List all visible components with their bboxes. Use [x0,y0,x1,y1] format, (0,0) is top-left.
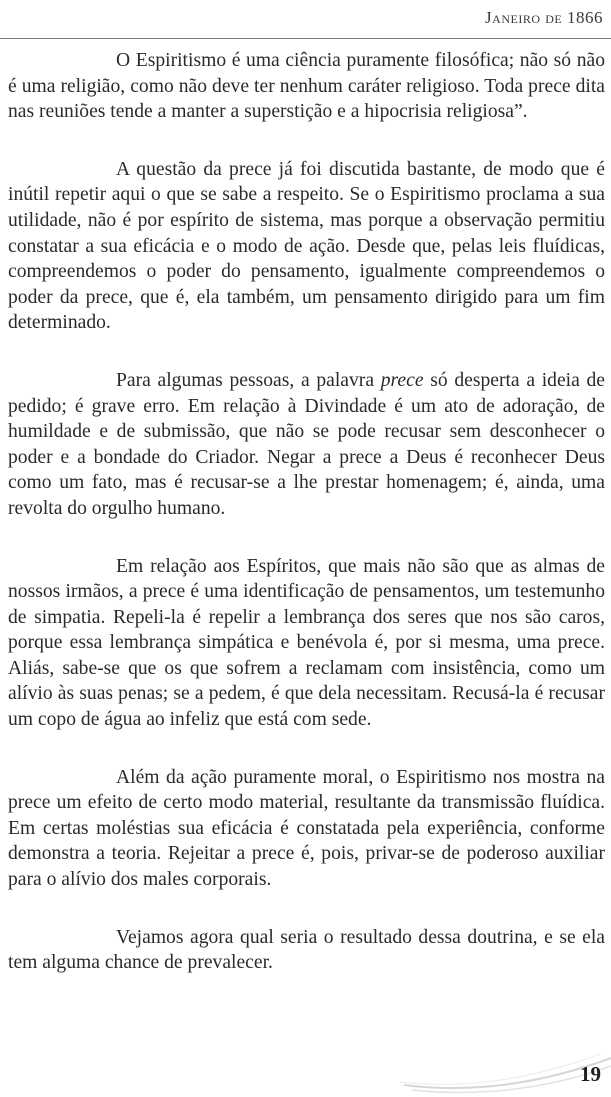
paragraph-text: só desperta a ideia de pedido; é grave erro. Em relação à Divindade é um ato de adoração, de humildade e de submissão, que não se pode recusar sem desconhecer o poder e a bondade do Criador. Negar a prece a Deus é reconhecer Deus como um fato, mas é recusar-se a lhe prestar homenagem; é, ainda, uma revolta do orgulho humano. [8,369,605,519]
emphasized-word: prece [380,369,424,391]
paragraph: Vejamos agora qual seria o resultado dessa doutrina, e se ela tem alguma chance de prevalecer. [8,926,605,974]
paragraph: O Espiritismo é uma ciência puramente filosófica; não só não é uma religião, como não deve ter nenhum caráter religioso. Toda prece dita nas reuniões tende a manter a superstição e a hipocrisia religiosa”. [8,50,605,123]
paragraph: A questão da prece já foi discutida bastante, de modo que é inútil repetir aqui o que se sabe a respeito. Se o Espiritismo proclama a sua utilidade, não é por espírito de sistema, mas porque a observação permitiu constatar a sua eficácia e o modo de ação. Desde que, pelas leis fluídicas, compreendemos o poder do pensamento, igualmente compreendemos o poder da prece, que é, ela também, um pensamento dirigido para um fim determinado. [8,158,605,334]
body-text [8,48,605,1008]
paragraph [8,368,605,522]
running-header: Janeiro de 1866 [485,8,603,27]
paragraph: Em relação aos Espíritos, que mais não são que as almas de nossos irmãos, a prece é uma identificação de pensamentos, um testemunho de simpatia. Repeli-la é repelir a lembrança dos seres que nos são caros, porque essa lembrança simpática e benévola é, por si mesma, uma prece. Aliás, sabe-se que os que sofrem a reclamam com insistência, como um alívio às suas penas; se a pedem, é que dela necessitam. Recusá-la é recusar um copo de água ao infeliz que está com sede. [8,555,605,731]
page-number: 19 [580,1062,601,1086]
paragraph-text: Para algumas pessoas, a palavra [116,369,381,391]
header-rule [0,38,611,39]
paragraph: Além da ação puramente moral, o Espiritismo nos mostra na prece um efeito de certo modo material, resultante da transmissão fluídica. Em certas moléstias sua eficácia é constatada pela experiência, conforme demonstra a teoria. Rejeitar a prece é, pois, privar-se de poderoso auxiliar para o alívio dos males corporais. [8,766,605,891]
